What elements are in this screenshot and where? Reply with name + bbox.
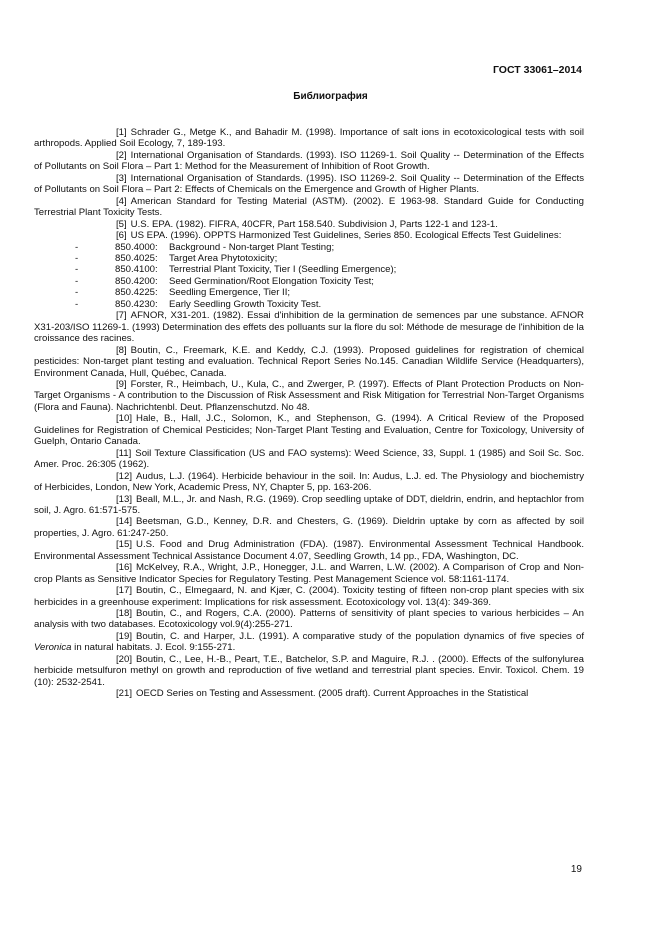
guideline-item bbox=[34, 287, 584, 298]
reference-item bbox=[34, 539, 584, 562]
list-dash: - bbox=[75, 252, 79, 264]
reference-group bbox=[34, 127, 584, 242]
guideline-title: Terrestrial Plant Toxicity, Tier I (Seedling Emergence); bbox=[169, 264, 397, 276]
guideline-item bbox=[34, 253, 584, 264]
reference-text: Hale, B., Hall, J.C., Solomon, K., and Stephenson, G. (1994). A Critical Review of the Proposed Guidelines for Registration of Chemical Pesticides; Non-Target Plant Testing and Evaluation, Centre for Toxicology, University of Guelph, Ontario Canada. bbox=[34, 413, 584, 448]
reference-text: International Organisation of Standards. (1995). ISO 11269-2. Soil Quality -- Determination of the Effects of Pollutants on Soil Flora – Part 2: Effects of Chemicals on the Emergence and Growth of Higher Plants. bbox=[34, 172, 584, 196]
reference-item bbox=[34, 127, 584, 150]
reference-item bbox=[34, 173, 584, 196]
reference-item bbox=[34, 448, 584, 471]
reference-item bbox=[34, 196, 584, 219]
reference-text: International Organisation of Standards. (1993). ISO 11269-1. Soil Quality -- Determination of the Effects of Pollutants on Soil Flora – Part 1: Method for the Measurement of Inhibition of Root Growth. bbox=[34, 149, 584, 173]
bibliography-list bbox=[34, 127, 584, 700]
reference-item bbox=[34, 631, 584, 654]
reference-number: [17] bbox=[116, 585, 133, 597]
reference-text: Beall, M.L., Jr. and Nash, R.G. (1969). Crop seedling uptake of DDT, dieldrin, endrin, and heptachlor from soil, J. Agro. 61:571-575. bbox=[34, 493, 584, 516]
reference-number: [18] bbox=[116, 608, 133, 620]
guideline-title: Seed Germination/Root Elongation Toxicity Test; bbox=[169, 275, 374, 287]
reference-number: [7] bbox=[116, 310, 127, 322]
reference-item bbox=[34, 654, 584, 688]
guideline-item bbox=[34, 276, 584, 287]
reference-number: [2] bbox=[116, 149, 127, 161]
guideline-code: 850.4230: bbox=[115, 298, 158, 310]
reference-group bbox=[34, 310, 584, 631]
reference-item bbox=[34, 219, 584, 230]
reference-number: [4] bbox=[116, 195, 127, 207]
reference-group bbox=[34, 654, 584, 700]
reference-text: Boutin, C., and Rogers, C.A. (2000). Patterns of sensitivity of plant species to various herbicides – An analysis with two databases. Ecotoxicology vol.9(4):255-271. bbox=[34, 608, 584, 631]
guideline-code: 850.4100: bbox=[115, 264, 158, 276]
reference-number: [20] bbox=[116, 653, 133, 665]
reference-text: Soil Texture Classification (US and FAO systems): Weed Science, 33, Suppl. 1 (1985) and Soil Sc. Soc. Amer. Proc. 26:305 (1962). bbox=[34, 447, 584, 471]
reference-text: Boutin, C., Lee, H.-B., Peart, T.E., Batchelor, S.P. and Maguire, R.J. . (2000). Effects of the sulfonylurea herbicide metsulfuron methyl on growth and reproduction of five wetland and terrestrial plant species. Envir. Toxicol. Chem. 19 (10): 2532-2541. bbox=[34, 653, 584, 688]
guideline-title: Seedling Emergence, Tier II; bbox=[169, 287, 291, 299]
guideline-code: 850.4225: bbox=[115, 287, 158, 299]
reference-text: Beetsman, G.D., Kenney, D.R. and Chesters, G. (1969). Dieldrin uptake by corn as affected by soil properties, J. Agro. 61:247-250. bbox=[34, 516, 584, 539]
guideline-code: 850.4000: bbox=[115, 241, 158, 253]
reference-number: [14] bbox=[116, 516, 133, 528]
guideline-item bbox=[34, 242, 584, 253]
reference-item bbox=[34, 585, 584, 608]
reference-number: [1] bbox=[116, 127, 127, 138]
reference-item bbox=[34, 516, 584, 539]
reference-text: Forster, R., Heimbach, U., Kula, C., and Zwerger, P. (1997). Effects of Plant Protection Products on Non-Target Organisms - A contribution to the Discussion of Risk Assessment and Risk Mitigation for Terrestrial Non-Target Organisms (Flora and Fauna). Nachrichtenbl. Deut. Pflanzenschutzd. No 48. bbox=[34, 378, 584, 413]
reference-item bbox=[34, 413, 584, 447]
page-number: 19 bbox=[570, 864, 582, 875]
reference-number: [8] bbox=[116, 344, 127, 356]
reference-text: OECD Series on Testing and Assessment. (2005 draft). Current Approaches in the Statistical bbox=[136, 688, 529, 700]
reference-number: [3] bbox=[116, 172, 127, 184]
reference-text: Boutin, C., Freemark, K.E. and Keddy, C.J. (1993). Proposed guidelines for registration of chemical pesticides: Non-target plant testing and evaluation. Technical Report Series No.145. Canadian Wildlife Service (Headquarters), Environment Canada, Hull, Québec, Canada. bbox=[34, 344, 584, 379]
reference-number: [16] bbox=[116, 562, 133, 574]
reference-text: American Standard for Testing Material (ASTM). (2002). E 1963-98. Standard Guide for Conducting Terrestrial Plant Toxicity Tests. bbox=[34, 195, 584, 219]
list-dash: - bbox=[75, 287, 79, 299]
page-title: Библиография bbox=[293, 91, 368, 102]
reference-item bbox=[34, 608, 584, 631]
reference-number: [5] bbox=[116, 218, 127, 230]
document-code: ГОСТ 33061–2014 bbox=[492, 64, 582, 76]
reference-item bbox=[34, 688, 584, 699]
reference-number: [9] bbox=[116, 378, 127, 390]
guideline-title: Target Area Phytotoxicity; bbox=[169, 252, 278, 264]
list-dash: - bbox=[75, 298, 79, 310]
reference-item bbox=[34, 230, 584, 241]
reference-text: US EPA. (1996). OPPTS Harmonized Test Guidelines, Series 850. Ecological Effects Test Guidelines: bbox=[130, 230, 562, 242]
reference-item bbox=[34, 379, 584, 413]
guideline-title: Early Seedling Growth Toxicity Test. bbox=[169, 298, 322, 310]
reference-text: Boutin, C., Elmegaard, N. and Kjær, C. (2004). Toxicity testing of fifteen non-crop plant species with six herbicides in a greenhouse experiment: Implications for risk assessment. Ecotoxicology vol. 13(4): 349-369. bbox=[34, 585, 584, 608]
reference-number: [12] bbox=[116, 470, 133, 482]
reference-number: [10] bbox=[116, 413, 133, 425]
reference-item bbox=[34, 494, 584, 517]
list-dash: - bbox=[75, 275, 79, 287]
reference-item bbox=[34, 562, 584, 585]
reference-text: McKelvey, R.A., Wright, J.P., Honegger, J.L. and Warren, L.W. (2002). A Comparison of Crop and Non-crop Plants as Sensitive Indicator Species for Regulatory Testing. Pest Management Science vol. 58:1161-1174. bbox=[34, 562, 584, 585]
reference-number: [13] bbox=[116, 493, 133, 505]
guideline-item bbox=[34, 299, 584, 310]
guideline-sublist bbox=[34, 242, 584, 311]
list-dash: - bbox=[75, 264, 79, 276]
reference-text: U.S. Food and Drug Administration (FDA). (1987). Environmental Assessment Technical Handbook. Environmental Assessment Technical Assistance Document 4.07, Seedling Growth, 14 pp., FDA, Washington, DC. bbox=[34, 539, 584, 562]
reference-text: U.S. EPA. (1982). FIFRA, 40CFR, Part 158.540. Subdivision J, Parts 122-1 and 123-1. bbox=[130, 218, 498, 230]
reference-text: Boutin, C. and Harper, J.L. (1991). A comparative study of the population dynamics of five species of bbox=[136, 630, 584, 642]
reference-item bbox=[34, 345, 584, 379]
reference-item bbox=[34, 150, 584, 173]
guideline-code: 850.4025: bbox=[115, 252, 158, 264]
guideline-code: 850.4200: bbox=[115, 275, 158, 287]
reference-number: [19] bbox=[116, 630, 133, 642]
reference-number: [11] bbox=[116, 447, 132, 459]
reference-number: [15] bbox=[116, 539, 133, 551]
reference-text: Audus, L.J. (1964). Herbicide behaviour in the soil. In: Audus, L.J. ed. The Physiology and biochemistry of Herbicides, London, New York, Academic Press, NY, Chapter 5, pp. 163-206. bbox=[34, 470, 584, 494]
reference-item bbox=[34, 471, 584, 494]
reference-number: [6] bbox=[116, 230, 127, 242]
guideline-title: Background - Non-target Plant Testing; bbox=[169, 241, 335, 253]
reference-number: [21] bbox=[116, 688, 133, 700]
list-dash: - bbox=[75, 241, 79, 253]
reference-item bbox=[34, 310, 584, 344]
reference-text: AFNOR, X31-201. (1982). Essai d'inhibition de la germination de semences par une substance. AFNOR X31-203/ISO 11269-1. (1993) Determination des effets des polluants sur la flore du sol: Méthode de mesurage de l'inhibition de la croissance des racines. bbox=[34, 310, 584, 345]
reference-italic-text: Veronica bbox=[34, 642, 72, 654]
reference-text: in natural habitats. J. Ecol. 9:155-271. bbox=[71, 642, 236, 654]
reference-text: Schrader G., Metge K., and Bahadir M. (1998). Importance of salt ions in ecotoxicological tests with soil arthropods. Applied Soil Ecology, 7, 189-193. bbox=[34, 127, 584, 150]
guideline-item bbox=[34, 264, 584, 275]
